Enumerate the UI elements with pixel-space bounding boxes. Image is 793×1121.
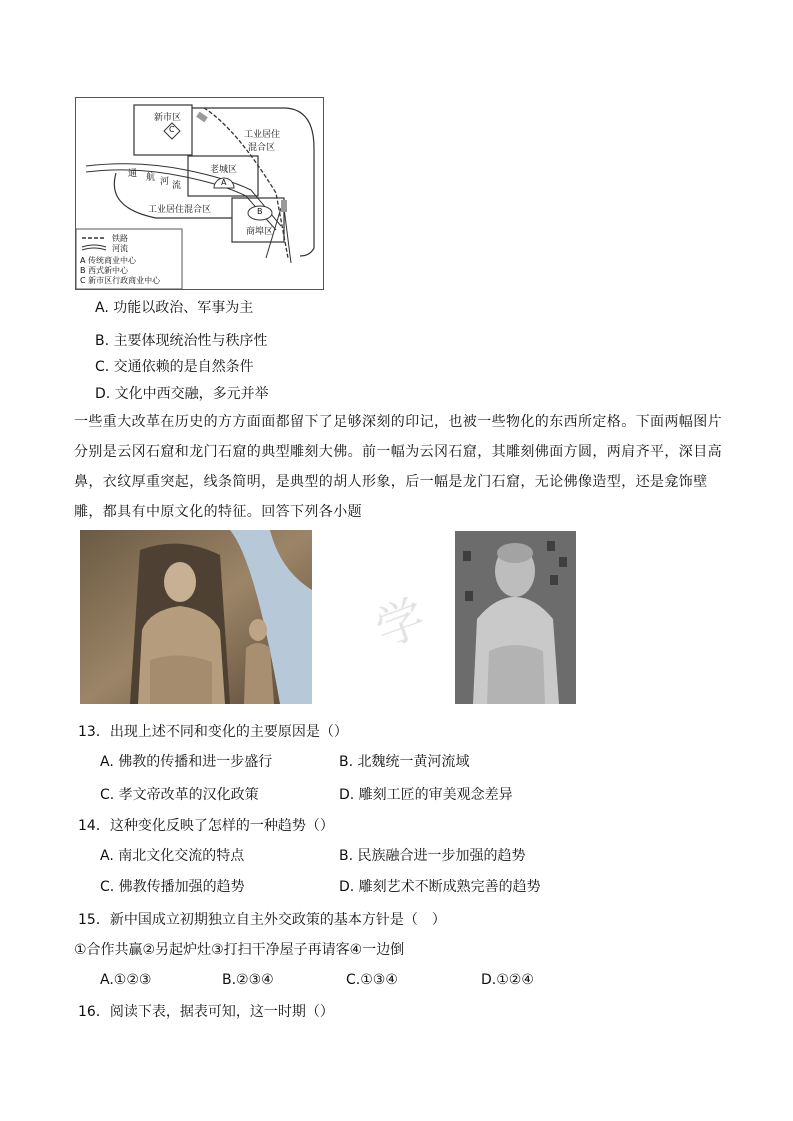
legend-b: B 西式新中心: [80, 266, 129, 275]
map-label-canal-3: 河: [160, 177, 170, 187]
map-marker-a: A: [221, 178, 227, 187]
q15-items: ①合作共赢②另起炉灶③打扫干净屋子再请客④一边倒: [74, 942, 405, 958]
q13-option-b: B. 北魏统一黄河流域: [339, 754, 470, 770]
map-label-industrial-top: 工业居住: [244, 130, 281, 140]
city-map-figure: [75, 97, 324, 290]
reading-passage: 一些重大改革在历史的方方面面都留下了足够深刻的印记，也被一些物化的东西所定格。下面两幅图片分别是云冈石窟和龙门石窟的典型雕刻大佛。前一幅为云冈石窟，其雕刻佛面方圆，两肩齐平，深目高鼻，衣纹厚重突起，线条简明，是典型的胡人形象，后一幅是龙门石窟，无论佛像造型，还是龛饰壁雕，都具有中原文化的特征。回答下列各小题: [74, 414, 722, 520]
yungang-buddha-photo: [80, 530, 312, 704]
q13-option-d: D. 雕刻工匠的审美观念差异: [339, 787, 513, 803]
q14-option-a: A. 南北文化交流的特点: [100, 848, 245, 864]
q15-option-b: B.②③④: [222, 972, 274, 988]
q13-option-a: A. 佛教的传播和进一步盛行: [100, 754, 273, 770]
q15-stem: 15．新中国成立初期独立自主外交政策的基本方针是（ ）: [78, 912, 446, 928]
q13-option-c: C. 孝文帝改革的汉化政策: [100, 787, 259, 803]
prev-option-b: B. 主要体现统治性与秩序性: [95, 333, 268, 349]
q14-option-c: C. 佛教传播加强的趋势: [100, 879, 245, 895]
prev-option-c: C. 交通依赖的是自然条件: [95, 359, 254, 375]
legend-c: C 新市区行政商业中心: [80, 276, 161, 285]
q14-option-b: B. 民族融合进一步加强的趋势: [339, 848, 526, 864]
map-label-canal-4: 流: [172, 181, 182, 191]
map-marker-c: C: [169, 125, 175, 134]
prev-option-a: A. 功能以政治、军事为主: [95, 300, 254, 316]
map-label-canal-1: 通: [128, 169, 138, 179]
q15-option-c: C.①③④: [346, 972, 398, 988]
legend-river: 河流: [112, 244, 128, 253]
q14-option-d: D. 雕刻艺术不断成熟完善的趋势: [339, 879, 541, 895]
map-label-mixed-top: 混合区: [248, 143, 276, 153]
map-label-port-area: 商埠区: [246, 227, 274, 237]
longmen-buddha-photo: [455, 531, 576, 704]
q14-stem: 14．这种变化反映了怎样的一种趋势（）: [78, 818, 334, 834]
watermark: 学: [368, 589, 433, 659]
map-label-new-city: 新市区: [154, 113, 182, 123]
q15-option-d: D.①②④: [481, 972, 534, 988]
legend-a: A 传统商业中心: [80, 256, 137, 265]
map-marker-b: B: [257, 207, 263, 216]
q15-option-a: A.①②③: [100, 972, 152, 988]
legend-railway: 铁路: [112, 234, 128, 243]
map-label-old-city: 老城区: [210, 165, 238, 175]
prev-option-d: D. 文化中西交融，多元并举: [95, 386, 269, 402]
q16-stem: 16．阅读下表，据表可知，这一时期（）: [78, 1004, 334, 1020]
map-label-industrial-bottom: 工业居住混合区: [148, 205, 212, 215]
map-label-canal-2: 航: [146, 173, 156, 183]
q13-stem: 13．出现上述不同和变化的主要原因是（）: [78, 724, 348, 740]
